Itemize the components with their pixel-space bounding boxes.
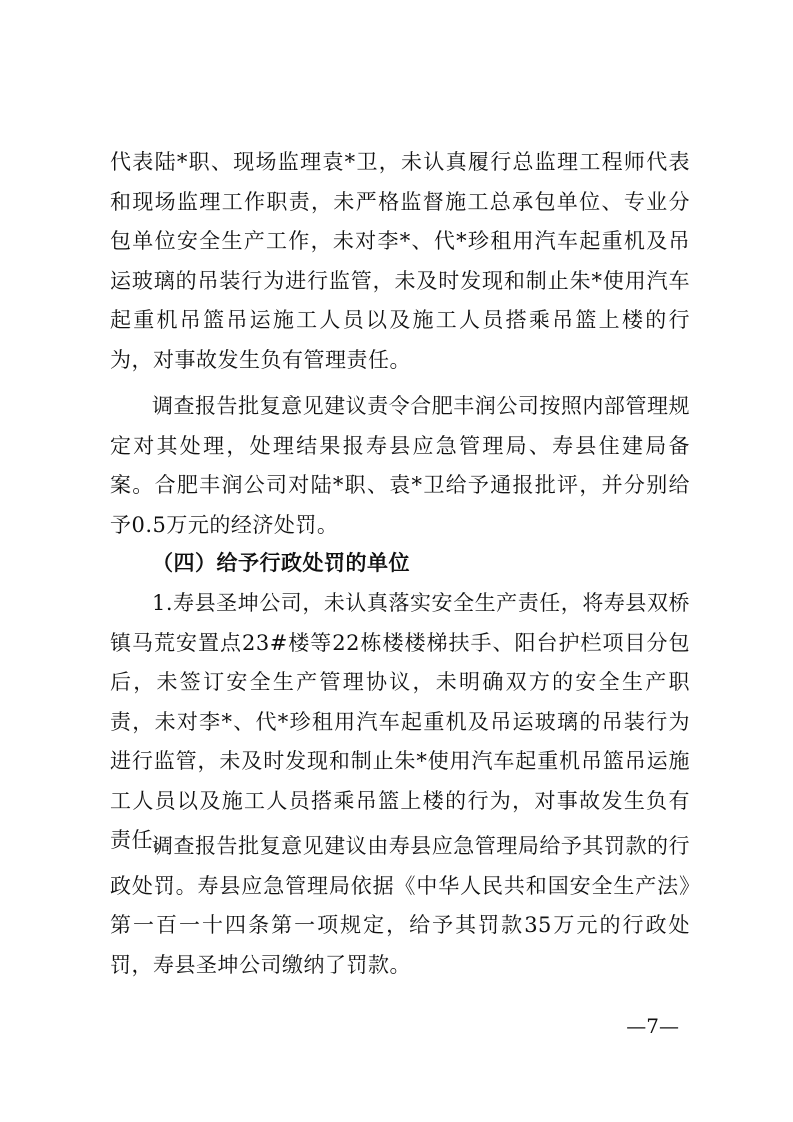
page-number: —7—: [626, 1014, 679, 1038]
paragraph-supervision-responsibility: 代表陆*职、现场监理袁*卫，未认真履行总监理工程师代表和现场监理工作职责，未严格监督施工总承包单位、专业分包单位安全生产工作，未对李*、代*珍租用汽车起重机及吊运玻璃的吊装行为进行监管，未及时发现和制止朱*使用汽车起重机吊篮吊运施工人员以及施工人员搭乘吊篮上楼的行为，对事故发生负有管理责任。: [110, 150, 690, 372]
paragraph-shengkun-responsibility: 1.寿县圣坤公司，未认真落实安全生产责任，将寿县双桥镇马荒安置点23#楼等22栋楼楼梯扶手、阳台护栏项目分包后，未签订安全生产管理协议，未明确双方的安全生产职责，未对李*、代*珍租用汽车起重机及吊运玻璃的吊装行为进行监管，未及时发现和制止朱*使用汽车起重机吊篮吊运施工人员以及施工人员搭乘吊篮上楼的行为，对事故发生负有责任。: [110, 591, 690, 852]
paragraph-shengkun-penalty: 调查报告批复意见建议由寿县应急管理局给予其罚款的行政处罚。寿县应急管理局依据《中华人民共和国安全生产法》第一百一十四条第一项规定，给予其罚款35万元的行政处罚，寿县圣坤公司缴纳了罚款。: [110, 834, 690, 977]
section-heading: （四）给予行政处罚的单位: [152, 551, 410, 575]
paragraph-fengrun-penalty: 调查报告批复意见建议责令合肥丰润公司按照内部管理规定对其处理，处理结果报寿县应急管理局、寿县住建局备案。合肥丰润公司对陆*职、袁*卫给予通报批评，并分别给予0.5万元的经济处罚。: [110, 394, 690, 537]
